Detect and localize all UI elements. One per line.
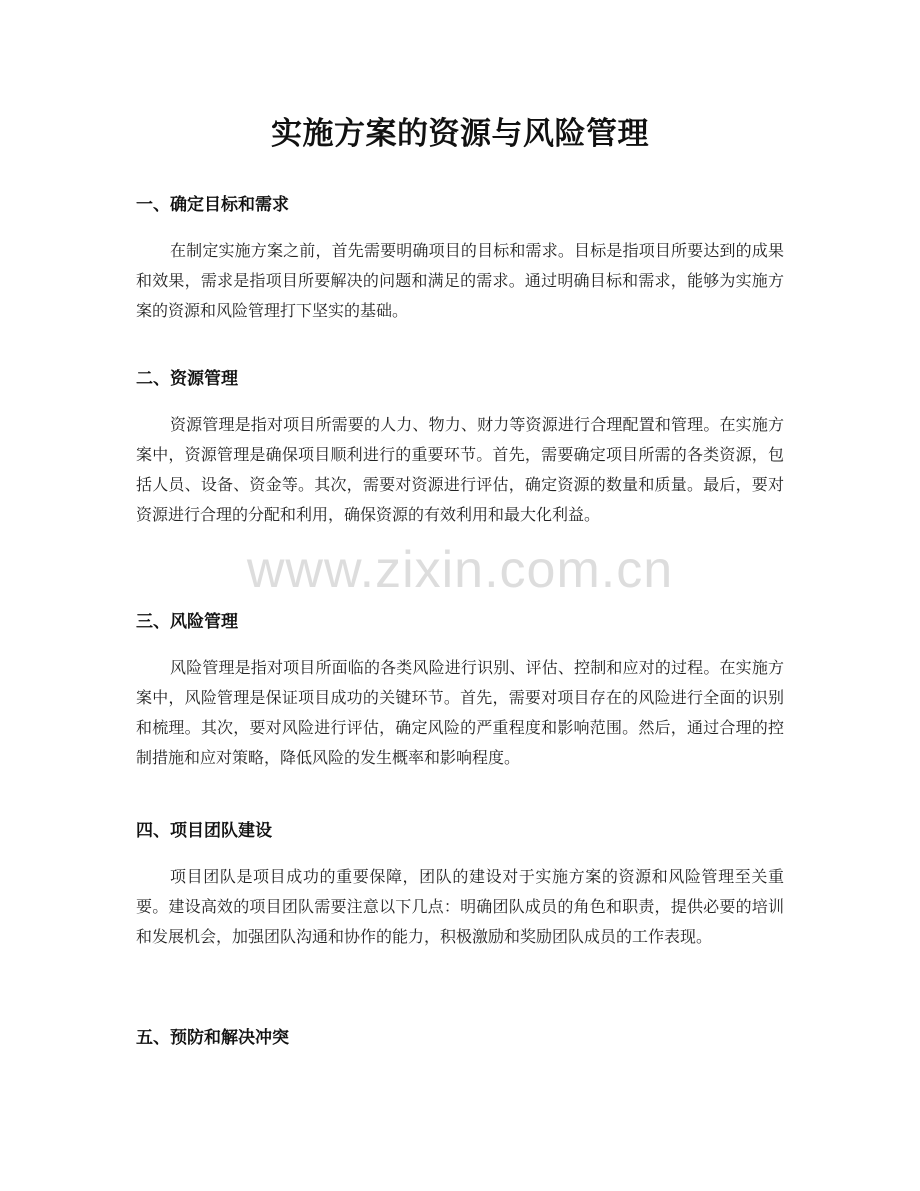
section-heading-3: 三、风险管理: [136, 612, 238, 632]
watermark: www.zixin.com.cn: [246, 541, 674, 599]
document-title: 实施方案的资源与风险管理: [271, 116, 649, 152]
section-paragraph-1: 在制定实施方案之前，首先需要明确项目的目标和需求。目标是指项目所要达到的成果和效果，需求是指项目所要解决的问题和满足的需求。通过明确目标和需求，能够为实施方案的资源和风险管理打下坚实的基础。: [136, 241, 784, 320]
section-paragraph-4: 项目团队是项目成功的重要保障，团队的建设对于实施方案的资源和风险管理至关重要。建设高效的项目团队需要注意以下几点：明确团队成员的角色和职责，提供必要的培训和发展机会，加强团队沟通和协作的能力，积极激励和奖励团队成员的工作表现。: [136, 867, 784, 946]
section-heading-4: 四、项目团队建设: [136, 821, 272, 841]
section-heading-2: 二、资源管理: [136, 369, 238, 389]
section-heading-5: 五、预防和解决冲突: [136, 1028, 289, 1048]
section-paragraph-3: 风险管理是指对项目所面临的各类风险进行识别、评估、控制和应对的过程。在实施方案中，风险管理是保证项目成功的关键环节。首先，需要对项目存在的风险进行全面的识别和梳理。其次，要对风险进行评估，确定风险的严重程度和影响范围。然后，通过合理的控制措施和应对策略，降低风险的发生概率和影响程度。: [136, 658, 784, 767]
section-paragraph-2: 资源管理是指对项目所需要的人力、物力、财力等资源进行合理配置和管理。在实施方案中，资源管理是确保项目顺利进行的重要环节。首先，需要确定项目所需的各类资源，包括人员、设备、资金等。其次，需要对资源进行评估，确定资源的数量和质量。最后，要对资源进行合理的分配和利用，确保资源的有效利用和最大化利益。: [136, 415, 784, 524]
section-heading-1: 一、确定目标和需求: [136, 195, 289, 215]
